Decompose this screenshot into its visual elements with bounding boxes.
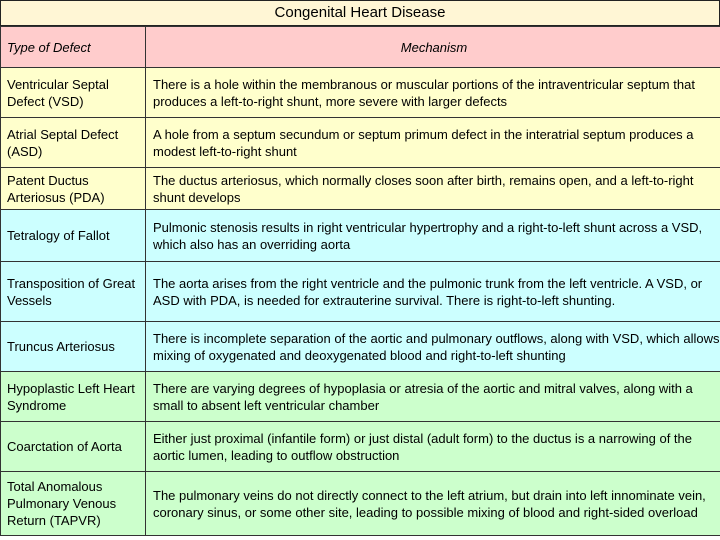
table-row xyxy=(1,168,720,210)
defect-name: Hypoplastic Left Heart Syndrome xyxy=(1,372,146,422)
defect-name: Atrial Septal Defect (ASD) xyxy=(1,118,146,168)
table-row xyxy=(1,210,720,262)
table-row xyxy=(1,322,720,372)
table-row xyxy=(1,372,720,422)
defect-mechanism: There is incomplete separation of the aortic and pulmonary outflows, along with VSD, which allows mixing of oxygenated and deoxygenated blood and right-to-left shunting xyxy=(146,322,720,372)
defect-name: Total Anomalous Pulmonary Venous Return (TAPVR) xyxy=(1,472,146,536)
defect-mechanism: A hole from a septum secundum or septum primum defect in the interatrial septum produces a modest left-to-right shunt xyxy=(146,118,720,168)
defect-name: Tetralogy of Fallot xyxy=(1,210,146,262)
defect-name: Coarctation of Aorta xyxy=(1,422,146,472)
table-row xyxy=(1,118,720,168)
defect-mechanism: The aorta arises from the right ventricle and the pulmonic trunk from the left ventricle. A VSD, or ASD with PDA, is needed for extrauterine survival. There is right-to-left shunting. xyxy=(146,262,720,322)
table-header-row xyxy=(1,27,720,68)
defect-mechanism: There is a hole within the membranous or muscular portions of the intraventricular septum that produces a left-to-right shunt, more severe with larger defects xyxy=(146,68,720,118)
defect-mechanism: The ductus arteriosus, which normally closes soon after birth, remains open, and a left-to-right shunt develops xyxy=(146,168,720,210)
header-mechanism: Mechanism xyxy=(146,27,720,68)
defect-name: Patent Ductus Arteriosus (PDA) xyxy=(1,168,146,210)
defect-mechanism: Pulmonic stenosis results in right ventricular hypertrophy and a right-to-left shunt across a VSD, which also has an overriding aorta xyxy=(146,210,720,262)
table-row xyxy=(1,262,720,322)
defect-mechanism: The pulmonary veins do not directly connect to the left atrium, but drain into left innominate vein, coronary sinus, or some other site, leading to possible mixing of blood and right-sided overload xyxy=(146,472,720,536)
defect-name: Truncus Arteriosus xyxy=(1,322,146,372)
defects-table xyxy=(0,26,720,536)
defect-mechanism: There are varying degrees of hypoplasia or atresia of the aortic and mitral valves, along with a small to absent left ventricular chamber xyxy=(146,372,720,422)
defect-name: Ventricular Septal Defect (VSD) xyxy=(1,68,146,118)
defect-mechanism: Either just proximal (infantile form) or just distal (adult form) to the ductus is a narrowing of the aortic lumen, leading to outflow obstruction xyxy=(146,422,720,472)
table-row xyxy=(1,422,720,472)
table-row xyxy=(1,68,720,118)
header-type-of-defect: Type of Defect xyxy=(1,27,146,68)
defect-name: Transposition of Great Vessels xyxy=(1,262,146,322)
table-row xyxy=(1,472,720,536)
table-title: Congenital Heart Disease xyxy=(0,0,720,26)
